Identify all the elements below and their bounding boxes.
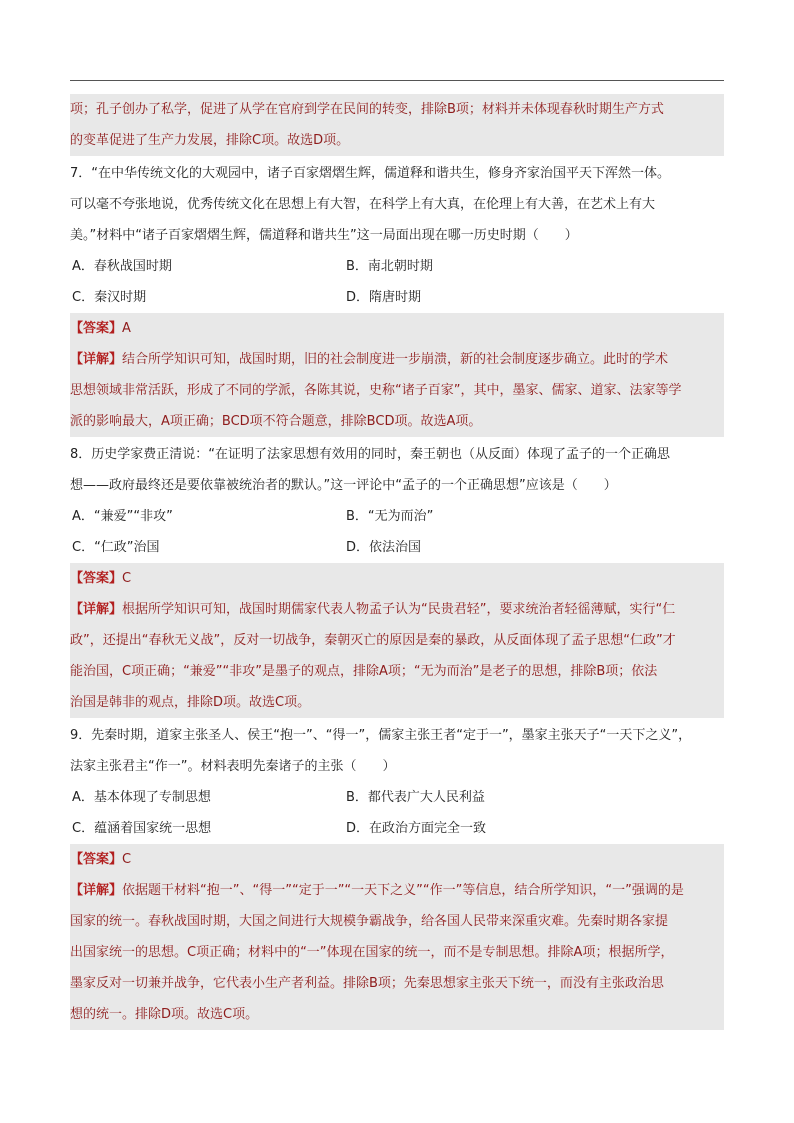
q9-detail-line: 出国家统一的思想。C项正确；材料中的“一”体现在国家的统一，而不是专制思想。排除A项；根据所学， [70,945,674,960]
q9-detail-line: 国家的统一。春秋战国时期，大国之间进行大规模争霸战争，给各国人民带来深重灾难。先秦时期各家提 [70,914,669,929]
q7-detail-line [70,344,724,375]
detail-label: 【详解】 [70,352,123,367]
q9-option-d: D．在政治方面完全一致 [346,821,487,836]
q8-detail-line: 能治国，C项正确；“兼爱”“非攻”是墨子的观点，排除A项；“无为而治”是老子的思想，排除B项；依法 [70,664,658,679]
q7-detail-line: 思想领域非常活跃，形成了不同的学派，各陈其说，史称“诸子百家”，其中，墨家、儒家、道家、法家等学 [70,383,682,398]
q9-option-c: C．蕴涵着国家统一思想 [72,821,212,836]
header-rule [70,80,724,81]
q8-option-b: B．“无为而治” [346,509,434,524]
q9-detail-line: 想的统一。排除D项。故选C项。 [70,1007,259,1022]
detail-label: 【详解】 [70,602,123,617]
q8-detail-text: 根据所学知识可知，战国时期儒家代表人物孟子认为“民贵君轻”，要求统治者轻徭薄赋，实行“仁 [122,602,676,617]
q7-detail-line: 派的影响最大，A项正确；BCD项不符合题意，排除BCD项。故选A项。 [70,414,482,429]
q7-stem-line: 7．“在中华传统文化的大观园中，诸子百家熠熠生辉，儒道释和谐共生，修身齐家治国平天下浑然一体。 [70,166,671,181]
q8-detail-line: 政”，还提出“春秋无义战”，反对一切战争，秦朝灭亡的原因是秦的暴政，从反面体现了孟子思想“仁政”才 [70,633,676,648]
prev-detail-line: 项；孔子创办了私学，促进了从学在官府到学在民间的转变，排除B项；材料并未体现春秋时期生产方式 [70,102,664,117]
q8-stem-line: 8．历史学家费正清说：“在证明了法家思想有效用的同时，秦王朝也（从反面）体现了孟子的一个正确思 [70,447,671,462]
q9-option-a: A．基本体现了专制思想 [72,790,211,805]
q8-detail-line: 治国是韩非的观点，排除D项。故选C项。 [70,695,311,710]
prev-detail-line: 的变革促进了生产力发展，排除C项。故选D项。 [70,133,350,148]
answer-label: 【答案】 [70,321,123,336]
q7-option-d: D．隋唐时期 [346,290,422,305]
q9-detail-text: 依据题干材料“抱一”、“得一”“定于一”“一天下之义”“作一”等信息，结合所学知识，“一”强调的是 [122,883,684,898]
q8-option-d: D．依法治国 [346,540,422,555]
q9-detail-line: 墨家反对一切兼并战争，它代表小生产者利益。排除B项；先秦思想家主张天下统一，而没有主张政治思 [70,976,664,991]
q9-detail-line [70,875,724,906]
q7-option-b: B．南北朝时期 [346,259,433,274]
q8-stem-line: 想——政府最终还是要依靠被统治者的默认。”这一评论中“孟子的一个正确思想”应该是（ ） [70,478,617,493]
q9-stem-line: 法家主张君主“作一”。材料表明先秦诸子的主张（ ） [70,759,396,774]
q9-answer-line [70,844,724,875]
q7-detail-text: 结合所学知识可知，战国时期，旧的社会制度进一步崩溃，新的社会制度逐步确立。此时的学术 [122,352,669,367]
q7-stem-line: 可以毫不夸张地说，优秀传统文化在思想上有大智，在科学上有大真，在伦理上有大善，在艺术上有大 [70,197,656,212]
q7-stem-line: 美。”材料中“诸子百家熠熠生辉，儒道释和谐共生”这一局面出现在哪一历史时期（ ） [70,228,578,243]
answer-label: 【答案】 [70,571,123,586]
q8-answer-value: C [122,571,132,586]
q7-answer-line [70,313,724,344]
q8-detail-line [70,594,724,625]
answer-label: 【答案】 [70,852,123,867]
detail-label: 【详解】 [70,883,123,898]
q8-option-a: A．“兼爱”“非攻” [72,509,173,524]
q9-stem-line: 9．先秦时期，道家主张圣人、侯王“抱一”、“得一”，儒家主张王者“定于一”，墨家主张天子“一天下之义”， [70,728,692,743]
q7-option-a: A．春秋战国时期 [72,259,172,274]
q8-option-c: C．“仁政”治国 [72,540,160,555]
q9-option-b: B．都代表广大人民利益 [346,790,485,805]
q7-answer-value: A [122,321,131,336]
q9-answer-value: C [122,852,132,867]
q7-option-c: C．秦汉时期 [72,290,147,305]
q8-answer-line [70,563,724,594]
